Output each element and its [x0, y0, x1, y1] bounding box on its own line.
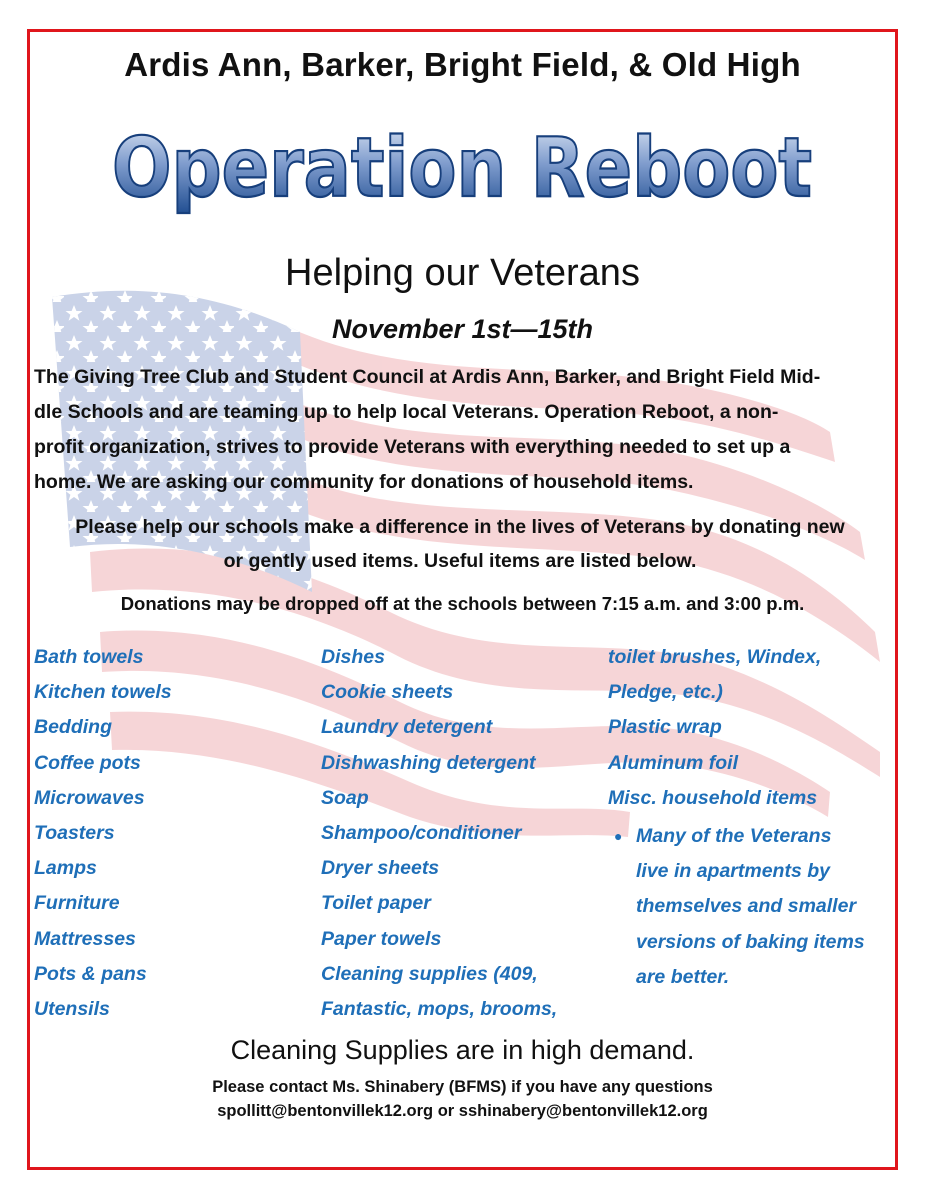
list-item: Coffee pots — [34, 751, 141, 774]
list-item: Dryer sheets — [321, 857, 440, 880]
note-line: versions of baking items — [636, 930, 865, 953]
note-line: themselves and smaller — [636, 895, 857, 918]
list-item: Aluminum foil — [608, 751, 738, 774]
appeal-paragraph — [40, 510, 880, 578]
list-item: Mattresses — [34, 927, 136, 950]
school-names-heading: Ardis Ann, Barker, Bright Field, & Old High — [124, 46, 801, 83]
list-item: Paper towels — [321, 927, 442, 950]
list-item: Soap — [321, 786, 369, 809]
description-line: dle Schools and are teaming up to help local Veterans. Operation Reboot, a non- — [34, 401, 779, 423]
list-item: Kitchen towels — [34, 681, 172, 704]
list-item: Bath towels — [34, 646, 144, 668]
dropoff-info: Donations may be dropped off at the schools between 7:15 a.m. and 3:00 p.m. — [120, 593, 805, 614]
note-text — [636, 819, 896, 995]
list-item: Bedding — [34, 716, 112, 739]
list-item: Toasters — [34, 821, 115, 844]
operation-reboot-title — [30, 114, 895, 224]
list-item: Laundry detergent — [321, 716, 493, 739]
list-item: Misc. household items — [608, 786, 818, 809]
list-item: Utensils — [34, 997, 110, 1020]
event-dates: November 1st—15th — [331, 314, 594, 344]
description-paragraph — [34, 360, 864, 500]
note-line: live in apartments by — [636, 860, 830, 883]
list-item: Plastic wrap — [608, 716, 722, 739]
contact-line: Please contact Ms. Shinabery (BFMS) if you have any questions — [212, 1078, 713, 1096]
list-item: Pledge, etc.) — [608, 681, 723, 704]
subtitle: Helping our Veterans — [285, 252, 640, 294]
list-item: Microwaves — [34, 786, 145, 809]
appeal-line: Please help our schools make a difference in the lives of Veterans by donating new — [75, 516, 845, 538]
flyer-border — [27, 29, 898, 1170]
list-item: toilet brushes, Windex, — [608, 646, 822, 668]
appeal-line: or gently used items. Useful items are listed below. — [223, 550, 697, 572]
bullet-dot-icon: ● — [614, 828, 623, 844]
list-item: Fantastic, mops, brooms, — [321, 997, 558, 1020]
list-item: Dishwashing detergent — [321, 751, 536, 774]
description-line: profit organization, strives to provide Veterans with everything needed to set up a — [34, 436, 791, 458]
note-line: are better. — [636, 965, 730, 988]
note-line: Many of the Veterans — [636, 825, 832, 847]
list-item: Dishes — [321, 646, 385, 668]
list-item: Toilet paper — [321, 892, 431, 915]
list-item: Cookie sheets — [321, 681, 454, 704]
description-line: home. We are asking our community for donations of household items. — [34, 471, 694, 493]
list-item: Cleaning supplies (409, — [321, 962, 538, 985]
contact-info — [30, 1075, 895, 1123]
items-column-3 — [608, 640, 821, 816]
items-column-1 — [34, 640, 172, 1027]
list-item: Shampoo/conditioner — [321, 821, 522, 844]
contact-emails: spollitt@bentonvillek12.org or sshinabery@bentonvillek12.org — [217, 1102, 708, 1120]
list-item: Pots & pans — [34, 962, 147, 985]
description-line: The Giving Tree Club and Student Council at Ardis Ann, Barker, and Bright Field Mid- — [34, 366, 821, 388]
list-item: Furniture — [34, 892, 120, 915]
list-item: Lamps — [34, 857, 97, 880]
operation-reboot-title-text: Operation Reboot — [112, 121, 812, 216]
high-demand-notice: Cleaning Supplies are in high demand. — [230, 1035, 695, 1065]
items-column-2 — [321, 640, 557, 1027]
